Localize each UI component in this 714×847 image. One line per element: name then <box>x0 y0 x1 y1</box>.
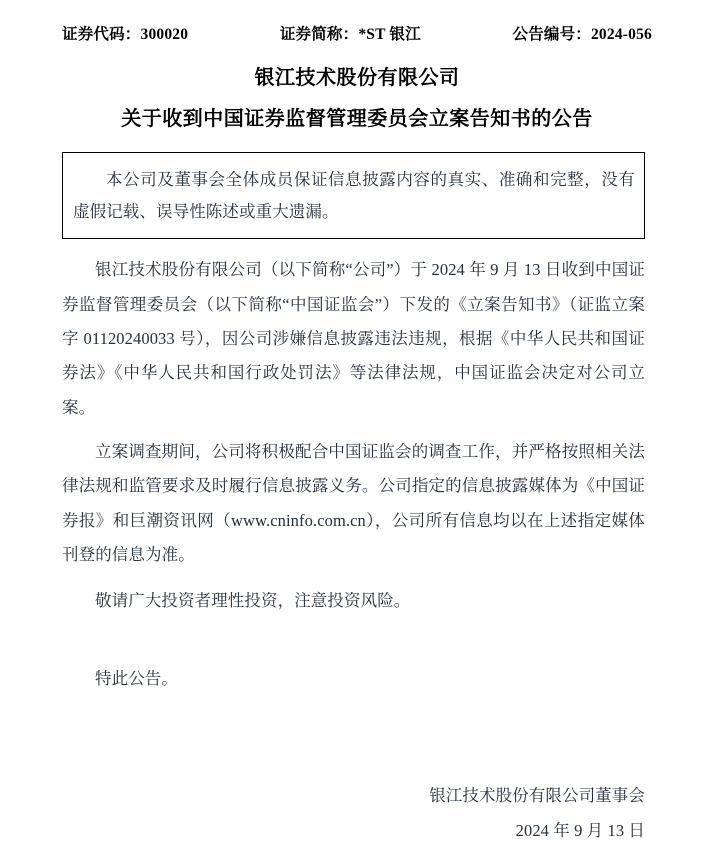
signature-date: 2024 年 9 月 13 日 <box>515 820 645 840</box>
disclaimer-text: 本公司及董事会全体成员保证信息披露内容的真实、准确和完整，没有虚假记载、误导性陈述或重大遗漏。 <box>73 170 635 221</box>
company-name-title: 银江技术股份有限公司 <box>254 67 460 89</box>
body-paragraph-3: 敬请广大投资者理性投资，注意投资风险。 <box>95 591 411 611</box>
security-short-name: 证券简称：*ST 银江 <box>279 26 421 43</box>
body-paragraph-1: 银江技术股份有限公司（以下简称“公司”）于 2024 年 9 月 13 日收到中国证券监督管理委员会（以下简称“中国证监会”）下发的《立案告知书》（证监立案字 01120240033 号），因公司涉嫌信息披露违法违规，根据《中华人民共和国证券法》《中华人民共和国行政处罚法》等法律法规，中国证监会决定对公司立案。 <box>62 260 645 417</box>
body-paragraph-2: 立案调查期间，公司将积极配合中国证监会的调查工作，并严格按照相关法律法规和监管要求及时履行信息披露义务。公司指定的信息披露媒体为《中国证券报》和巨潮资讯网（www.cninfo.com.cn），公司所有信息均以在上述指定媒体刊登的信息为准。 <box>62 441 645 564</box>
body-paragraph-4: 特此公告。 <box>95 669 178 689</box>
announcement-number: 公告编号：2024-056 <box>512 26 652 43</box>
signature-date-row <box>62 814 645 847</box>
disclaimer-box <box>62 152 645 239</box>
document-body <box>62 253 645 696</box>
announcement-title: 关于收到中国证券监督管理委员会立案告知书的公告 <box>121 108 593 130</box>
signature-block <box>62 779 645 847</box>
signature-company: 银江技术股份有限公司董事会 <box>429 785 645 805</box>
security-code: 证券代码：300020 <box>62 26 189 43</box>
title-block <box>0 64 714 134</box>
announcement-page <box>0 22 714 844</box>
document-header <box>0 22 714 44</box>
